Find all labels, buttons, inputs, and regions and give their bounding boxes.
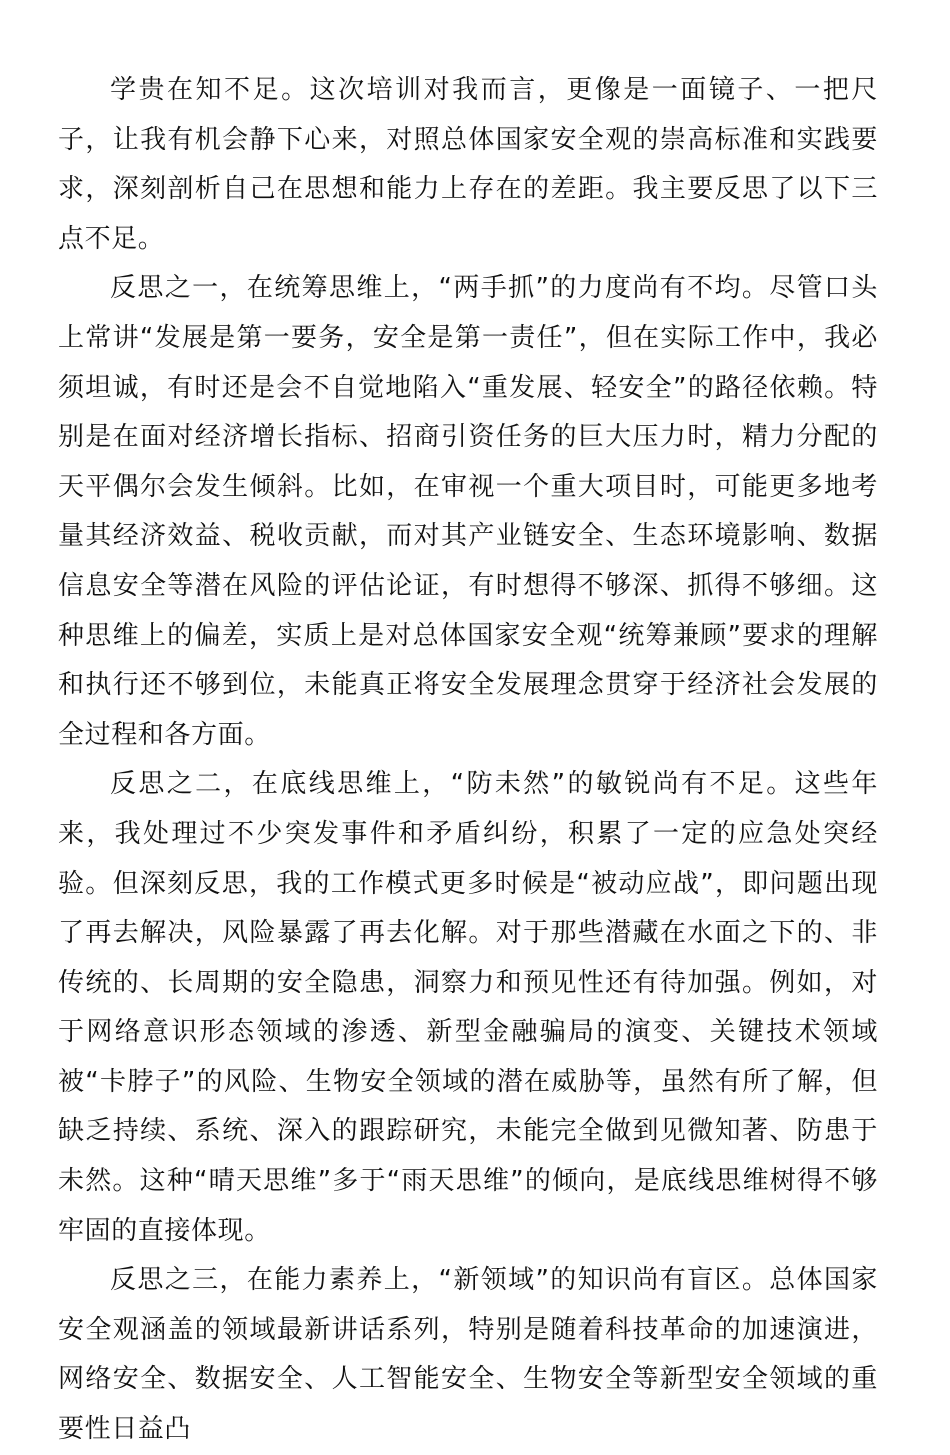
- paragraph-intro: 学贵在知不足。这次培训对我而言，更像是一面镜子、一把尺子，让我有机会静下心来，对照总体国家安全观的崇高标准和实践要求，深刻剖析自己在思想和能力上存在的差距。我主要反思了以下三点不足。: [58, 75, 878, 254]
- paragraph-reflection-two: 反思之二，在底线思维上，“防未然”的敏锐尚有不足。这些年来，我处理过不少突发事件和矛盾纠纷，积累了一定的应急处突经验。但深刻反思，我的工作模式更多时候是“被动应战”，即问题出现了再去解决，风险暴露了再去化解。对于那些潜藏在水面之下的、非传统的、长周期的安全隐患，洞察力和预见性还有待加强。例如，对于网络意识形态领域的渗透、新型金融骗局的演变、关键技术领域被“卡脖子”的风险、生物安全领域的潜在威胁等，虽然有所了解，但缺乏持续、系统、深入的跟踪研究，未能完全做到见微知著、防患于未然。这种“晴天思维”多于“雨天思维”的倾向，是底线思维树得不够牢固的直接体现。: [58, 769, 878, 1246]
- paragraph-reflection-one: 反思之一，在统筹思维上，“两手抓”的力度尚有不均。尽管口头上常讲“发展是第一要务，安全是第一责任”，但在实际工作中，我必须坦诚，有时还是会不自觉地陷入“重发展、轻安全”的路径依赖。特别是在面对经济增长指标、招商引资任务的巨大压力时，精力分配的天平偶尔会发生倾斜。比如，在审视一个重大项目时，可能更多地考量其经济效益、税收贡献，而对其产业链安全、生态环境影响、数据信息安全等潜在风险的评估论证，有时想得不够深、抓得不够细。这种思维上的偏差，实质上是对总体国家安全观“统筹兼顾”要求的理解和执行还不够到位，未能真正将安全发展理念贯穿于经济社会发展的全过程和各方面。: [58, 273, 878, 750]
- paragraph-reflection-three: 反思之三，在能力素养上，“新领域”的知识尚有盲区。总体国家安全观涵盖的领域最新讲话系列，特别是随着科技革命的加速演进，网络安全、数据安全、人工智能安全、生物安全等新型安全领域的重要性日益凸: [58, 1265, 878, 1445]
